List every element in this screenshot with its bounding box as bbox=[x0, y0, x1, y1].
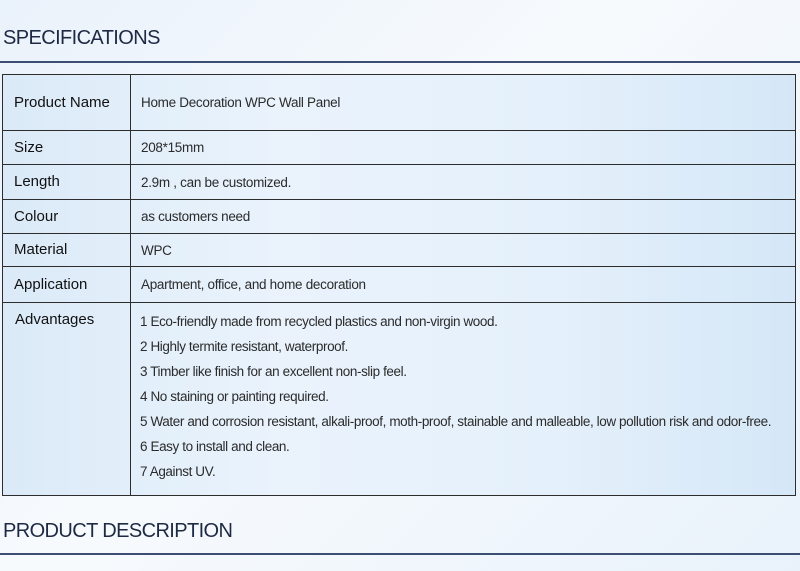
list-item: 2 Highly termite resistant, waterproof. bbox=[140, 339, 348, 354]
table-row bbox=[3, 131, 796, 165]
row-label-length: Length bbox=[3, 165, 131, 200]
table-row bbox=[3, 165, 796, 200]
row-label-colour: Colour bbox=[3, 200, 131, 234]
row-label-application: Application bbox=[3, 267, 131, 303]
product-description-heading: PRODUCT DESCRIPTION bbox=[3, 520, 233, 542]
row-value-advantages bbox=[131, 303, 796, 496]
row-value-application: Apartment, office, and home decoration bbox=[131, 267, 796, 303]
list-item: 4 No staining or painting required. bbox=[140, 389, 329, 404]
list-item: 6 Easy to install and clean. bbox=[140, 439, 290, 454]
table-row bbox=[3, 234, 796, 267]
table-row bbox=[3, 75, 796, 131]
row-value-size: 208*15mm bbox=[131, 131, 796, 165]
table-row bbox=[3, 303, 796, 496]
table-row bbox=[3, 200, 796, 234]
section-divider bbox=[0, 61, 800, 63]
row-label-advantages: Advantages bbox=[3, 303, 131, 496]
row-label-product-name: Product Name bbox=[3, 75, 131, 131]
advantages-list bbox=[140, 309, 795, 484]
row-value-colour: as customers need bbox=[131, 200, 796, 234]
list-item: 5 Water and corrosion resistant, alkali-proof, moth-proof, stainable and malleable, low pollution risk and odor-free. bbox=[140, 414, 772, 429]
row-value-product-name: Home Decoration WPC Wall Panel bbox=[131, 75, 796, 131]
row-label-material: Material bbox=[3, 234, 131, 267]
row-label-size: Size bbox=[3, 131, 131, 165]
specifications-heading: SPECIFICATIONS bbox=[3, 27, 160, 49]
section-divider bbox=[0, 553, 800, 555]
list-item: 3 Timber like finish for an excellent non-slip feel. bbox=[140, 364, 407, 379]
row-value-length: 2.9m , can be customized. bbox=[131, 165, 796, 200]
table-row bbox=[3, 267, 796, 303]
specifications-table bbox=[2, 74, 796, 496]
list-item: 1 Eco-friendly made from recycled plastics and non-virgin wood. bbox=[140, 314, 498, 329]
list-item: 7 Against UV. bbox=[140, 464, 216, 479]
row-value-material: WPC bbox=[131, 234, 796, 267]
